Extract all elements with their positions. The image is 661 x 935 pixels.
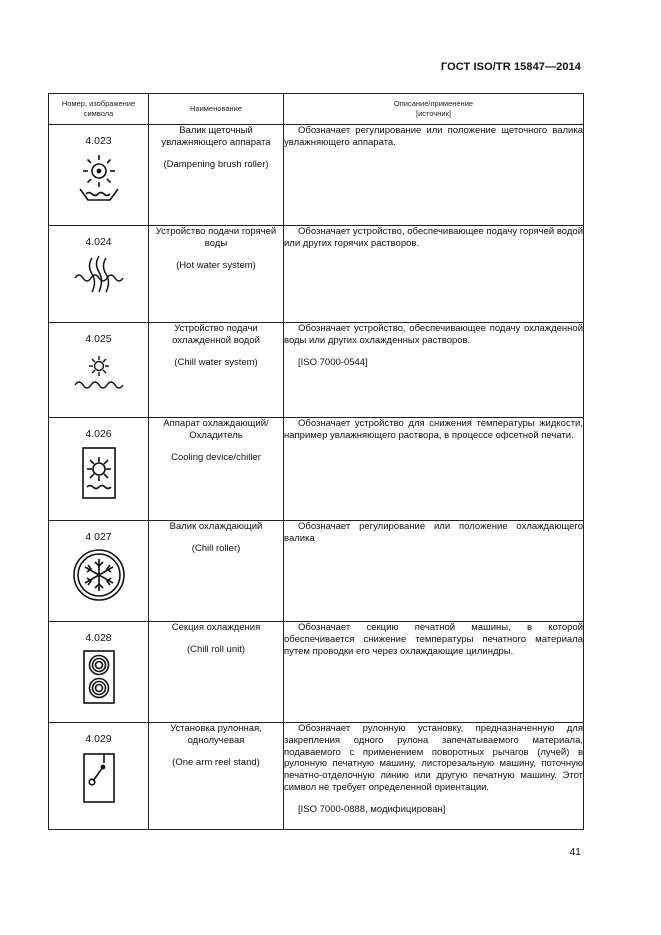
symbol-number: 4.025 (85, 333, 112, 345)
symbol-name-ru: Устройство подачи горячей воды (155, 226, 277, 249)
col-header-description-line2: [источник] (416, 109, 451, 118)
chill-roller-icon (69, 547, 129, 603)
symbol-name-ru: Секция охлаждения (171, 622, 261, 633)
table-row (49, 622, 584, 723)
symbol-name-en: Cooling device/chiller (171, 452, 261, 463)
reel-stand-icon (79, 751, 119, 807)
symbol-name-en: (Chill roll unit) (186, 644, 246, 655)
dampening-brush-roller-icon (74, 151, 124, 207)
col-header-number: Номер, изображение символа (49, 94, 149, 125)
hot-water-system-icon (71, 252, 127, 298)
chill-water-system-icon (71, 349, 127, 397)
symbol-description: Обозначает секцию печатной машины, в которой обеспечивается снижение температуры печатного материала путем проводки его через охлаждающие цилиндры. (284, 622, 583, 657)
table-row (49, 125, 584, 226)
symbol-name-en: (Chill roller) (191, 543, 241, 554)
table-row (49, 226, 584, 323)
table-row (49, 418, 584, 521)
symbol-description: Обозначает устройство, обеспечивающее подачу горячей водой или других горячих растворов. (284, 226, 583, 249)
symbol-name-ru: Валик охлаждающий (169, 521, 263, 532)
symbol-number: 4 027 (85, 531, 112, 543)
document-header: ГОСТ ISO/TR 15847—2014 (440, 61, 581, 73)
symbol-description: Обозначает устройство для снижения температуры жидкости, например увлажняющего раствора, в процессе офсетной печати. (284, 418, 583, 441)
symbol-number: 4.023 (85, 135, 112, 147)
table-row (49, 521, 584, 622)
table-row (49, 723, 584, 830)
col-header-description (284, 94, 584, 125)
symbol-name-en: (Dampening brush roller) (163, 159, 269, 170)
symbol-name-en: (Chill water system) (174, 357, 258, 368)
symbol-name-ru: Устройство подачи охлажденной водой (172, 323, 260, 346)
symbol-source: [ISO 7000-0888, модифицирован] (298, 803, 446, 815)
symbol-description: Обозначает регулирование или положение щеточного валика увлажняющего аппарата. (284, 125, 583, 148)
symbol-number: 4.026 (85, 428, 112, 440)
table-header-row (49, 94, 584, 125)
col-header-description-line1: Описание/применение (393, 99, 474, 108)
col-header-name: Наименование (149, 94, 284, 125)
symbol-number: 4.029 (85, 733, 112, 745)
symbol-name-ru: Установка рулонная, однолучевая (170, 723, 262, 746)
symbol-number: 4.024 (85, 236, 112, 248)
cooling-device-icon (79, 445, 119, 503)
symbol-description: Обозначает устройство, обеспечивающее подачу охлажденной воды или других охлажденных растворов. (284, 323, 583, 346)
symbol-number: 4.028 (85, 632, 112, 644)
page-number: 41 (569, 846, 581, 858)
symbol-name-en: (Hot water system) (176, 260, 256, 271)
symbol-name-ru: Аппарат охлаждающий/ Охладитель (163, 418, 269, 441)
symbol-description: Обозначает регулирование или положение охлаждающего валика (284, 521, 583, 544)
symbol-description: Обозначает рулонную установку, предназначенную для закрепления одного рулона запечатываемого материала, подаваемого с применением поворотных рычагов (лучей) в рулонную печатную машину, листорезальную машину, поточную печатно-отделочную линию или другую печатную машину. Этот символ не требует определенной ориентации. (284, 723, 583, 793)
symbols-table (48, 93, 584, 830)
table-row (49, 323, 584, 418)
symbol-name-ru: Валик щеточный увлажняющего аппарата (161, 125, 271, 148)
symbol-source: [ISO 7000-0544] (298, 356, 368, 368)
symbol-name-en: (One arm reel stand) (172, 757, 260, 768)
chill-roll-unit-icon (79, 648, 119, 706)
